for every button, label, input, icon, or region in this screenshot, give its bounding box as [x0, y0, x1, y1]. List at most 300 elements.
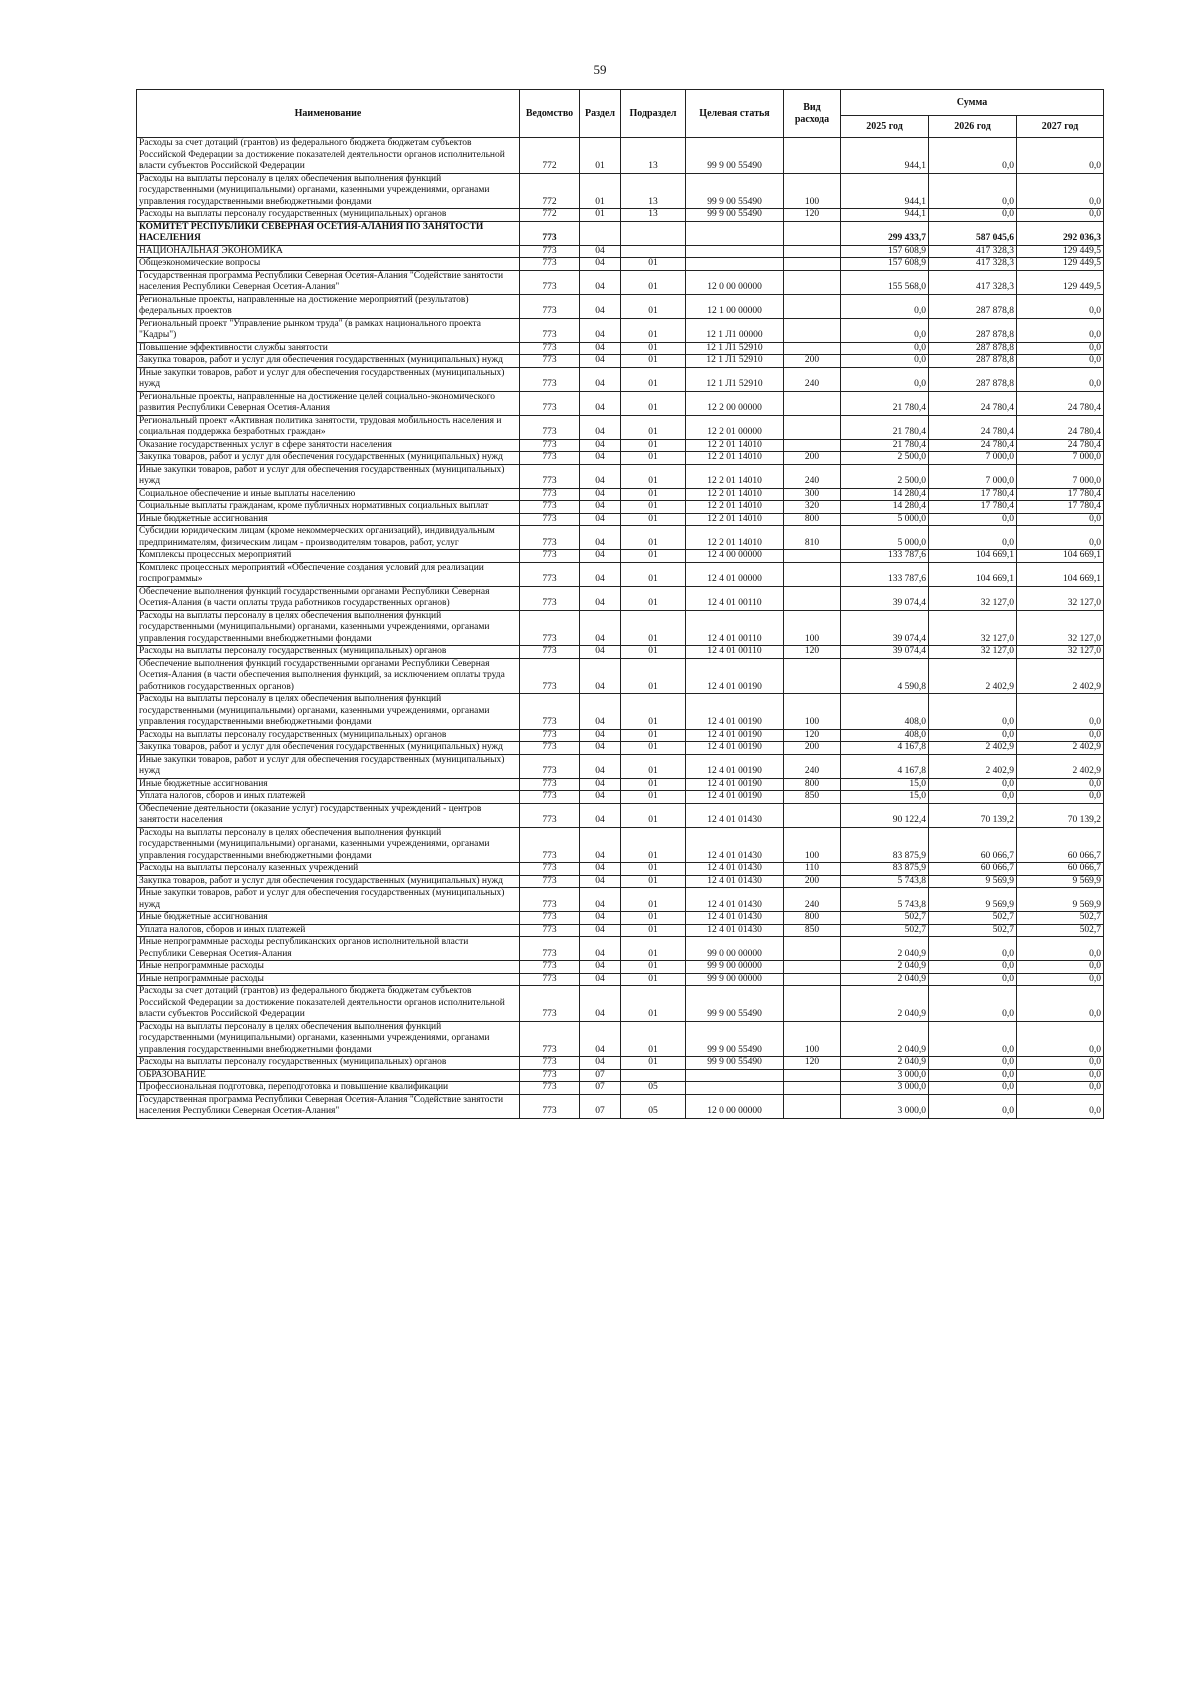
cell-expense-type: 240: [784, 464, 841, 488]
cell-name: Закупка товаров, работ и услуг для обеспечения государственных (муниципальных) нужд: [137, 355, 520, 368]
cell-target-article: 99 9 00 00000: [686, 961, 784, 974]
cell-razdel: 04: [580, 488, 621, 501]
cell-sum-2027: 32 127,0: [1017, 646, 1104, 659]
cell-name: Обеспечение выполнения функций государственными органами Республики Северная Осетия-Алания (в части обеспечения выполнения функций, за исключением оплаты труда работников государственных органов): [137, 658, 520, 694]
cell-sum-2025: 5 743,8: [841, 875, 929, 888]
cell-vedomstvo: 773: [520, 391, 580, 415]
table-row: [137, 875, 1104, 888]
cell-target-article: 12 1 Л1 52910: [686, 342, 784, 355]
cell-razdel: 04: [580, 391, 621, 415]
cell-expense-type: 300: [784, 488, 841, 501]
cell-sum-2025: 133 787,6: [841, 550, 929, 563]
cell-podrazdel: 01: [621, 318, 686, 342]
cell-sum-2025: 3 000,0: [841, 1082, 929, 1095]
cell-podrazdel: 13: [621, 173, 686, 209]
cell-expense-type: 800: [784, 513, 841, 526]
cell-target-article: 12 4 01 01430: [686, 888, 784, 912]
cell-sum-2026: 0,0: [929, 513, 1017, 526]
cell-sum-2025: 21 780,4: [841, 391, 929, 415]
cell-sum-2027: 70 139,2: [1017, 803, 1104, 827]
cell-sum-2027: 0,0: [1017, 318, 1104, 342]
table-row: [137, 367, 1104, 391]
cell-sum-2027: 0,0: [1017, 173, 1104, 209]
cell-name: Иные бюджетные ассигнования: [137, 778, 520, 791]
cell-razdel: 04: [580, 973, 621, 986]
cell-sum-2026: 0,0: [929, 1057, 1017, 1070]
cell-razdel: [580, 221, 621, 245]
cell-vedomstvo: 773: [520, 791, 580, 804]
cell-sum-2026: 104 669,1: [929, 550, 1017, 563]
cell-sum-2026: 287 878,8: [929, 342, 1017, 355]
cell-vedomstvo: 773: [520, 1082, 580, 1095]
cell-sum-2027: 0,0: [1017, 937, 1104, 961]
cell-sum-2025: 21 780,4: [841, 415, 929, 439]
table-row: [137, 658, 1104, 694]
cell-vedomstvo: 773: [520, 464, 580, 488]
cell-sum-2027: 9 569,9: [1017, 875, 1104, 888]
cell-sum-2027: 24 780,4: [1017, 391, 1104, 415]
cell-sum-2027: 2 402,9: [1017, 742, 1104, 755]
cell-name: Иные бюджетные ассигнования: [137, 912, 520, 925]
table-row: [137, 742, 1104, 755]
cell-sum-2027: 7 000,0: [1017, 452, 1104, 465]
cell-sum-2025: 2 500,0: [841, 464, 929, 488]
cell-expense-type: 800: [784, 778, 841, 791]
cell-name: Региональный проект "Управление рынком труда" (в рамках национального проекта "Кадры"): [137, 318, 520, 342]
cell-podrazdel: 01: [621, 342, 686, 355]
header-year-2026: 2026 год: [929, 116, 1017, 138]
cell-target-article: 12 1 Л1 52910: [686, 355, 784, 368]
cell-name: Расходы на выплаты персоналу государственных (муниципальных) органов: [137, 1057, 520, 1070]
cell-sum-2026: 502,7: [929, 912, 1017, 925]
cell-razdel: 07: [580, 1082, 621, 1095]
cell-target-article: 12 4 01 00110: [686, 586, 784, 610]
table-row: [137, 318, 1104, 342]
header-expense-type: Вид расхода: [784, 90, 841, 138]
cell-target-article: 12 2 01 14010: [686, 513, 784, 526]
cell-sum-2027: 0,0: [1017, 138, 1104, 174]
cell-sum-2026: 9 569,9: [929, 888, 1017, 912]
cell-name: Обеспечение выполнения функций государственными органами Республики Северная Осетия-Алания (в части оплаты труда работников государственных органов): [137, 586, 520, 610]
cell-razdel: 04: [580, 501, 621, 514]
cell-name: Обеспечение деятельности (оказание услуг) государственных учреждений - центров занятости населения: [137, 803, 520, 827]
cell-razdel: 04: [580, 294, 621, 318]
cell-sum-2025: 502,7: [841, 924, 929, 937]
cell-sum-2025: 408,0: [841, 694, 929, 730]
cell-name: Иные непрограммные расходы республиканских органов исполнительной власти Республики Северная Осетия-Алания: [137, 937, 520, 961]
cell-sum-2025: 944,1: [841, 209, 929, 222]
cell-name: ОБРАЗОВАНИЕ: [137, 1069, 520, 1082]
cell-expense-type: 200: [784, 875, 841, 888]
cell-razdel: 04: [580, 452, 621, 465]
cell-name: Комплексы процессных мероприятий: [137, 550, 520, 563]
cell-vedomstvo: 773: [520, 439, 580, 452]
cell-name: Иные бюджетные ассигнования: [137, 513, 520, 526]
cell-sum-2026: 287 878,8: [929, 355, 1017, 368]
cell-razdel: 04: [580, 415, 621, 439]
cell-razdel: 07: [580, 1094, 621, 1118]
cell-vedomstvo: 773: [520, 986, 580, 1022]
cell-sum-2025: 944,1: [841, 173, 929, 209]
cell-podrazdel: 01: [621, 742, 686, 755]
cell-vedomstvo: 773: [520, 526, 580, 550]
table-row: [137, 754, 1104, 778]
table-row: [137, 1082, 1104, 1095]
table-row: [137, 586, 1104, 610]
cell-razdel: 04: [580, 439, 621, 452]
cell-sum-2025: 39 074,4: [841, 610, 929, 646]
cell-target-article: [686, 1069, 784, 1082]
cell-expense-type: 120: [784, 209, 841, 222]
cell-vedomstvo: 773: [520, 754, 580, 778]
cell-sum-2027: 0,0: [1017, 986, 1104, 1022]
cell-sum-2027: 0,0: [1017, 694, 1104, 730]
cell-podrazdel: 01: [621, 803, 686, 827]
cell-podrazdel: [621, 221, 686, 245]
cell-sum-2025: 5 743,8: [841, 888, 929, 912]
cell-razdel: 04: [580, 245, 621, 258]
cell-sum-2026: 24 780,4: [929, 415, 1017, 439]
cell-sum-2025: 2 500,0: [841, 452, 929, 465]
cell-name: Расходы на выплаты персоналу государственных (муниципальных) органов: [137, 209, 520, 222]
cell-target-article: 99 9 00 55490: [686, 138, 784, 174]
cell-sum-2026: 7 000,0: [929, 464, 1017, 488]
cell-vedomstvo: 773: [520, 694, 580, 730]
cell-razdel: 01: [580, 138, 621, 174]
cell-sum-2027: 17 780,4: [1017, 488, 1104, 501]
cell-podrazdel: 01: [621, 658, 686, 694]
table-row: [137, 513, 1104, 526]
cell-expense-type: [784, 586, 841, 610]
cell-sum-2025: 4 167,8: [841, 742, 929, 755]
cell-sum-2025: 157 608,9: [841, 245, 929, 258]
cell-podrazdel: 01: [621, 973, 686, 986]
cell-name: Иные закупки товаров, работ и услуг для обеспечения государственных (муниципальных) нужд: [137, 888, 520, 912]
cell-podrazdel: 01: [621, 488, 686, 501]
cell-name: Расходы на выплаты персоналу в целях обеспечения выполнения функций государственными (муниципальными) органами, казенными учреждениями, органами управления государственными внебюджетными фондами: [137, 827, 520, 863]
cell-expense-type: [784, 1094, 841, 1118]
cell-sum-2027: 0,0: [1017, 294, 1104, 318]
cell-name: Оказание государственных услуг в сфере занятости населения: [137, 439, 520, 452]
table-row: [137, 888, 1104, 912]
cell-sum-2027: 0,0: [1017, 973, 1104, 986]
table-row: [137, 245, 1104, 258]
cell-sum-2027: 0,0: [1017, 778, 1104, 791]
cell-vedomstvo: 773: [520, 646, 580, 659]
cell-podrazdel: 01: [621, 937, 686, 961]
budget-table: [136, 89, 1104, 1119]
cell-sum-2026: 587 045,6: [929, 221, 1017, 245]
cell-vedomstvo: 773: [520, 1094, 580, 1118]
cell-razdel: 04: [580, 355, 621, 368]
cell-razdel: 04: [580, 937, 621, 961]
cell-target-article: 12 4 01 01430: [686, 803, 784, 827]
cell-expense-type: [784, 986, 841, 1022]
cell-sum-2025: 39 074,4: [841, 646, 929, 659]
cell-expense-type: 100: [784, 173, 841, 209]
table-row: [137, 355, 1104, 368]
cell-podrazdel: 01: [621, 888, 686, 912]
cell-sum-2026: 0,0: [929, 778, 1017, 791]
cell-expense-type: 320: [784, 501, 841, 514]
cell-sum-2026: 0,0: [929, 138, 1017, 174]
cell-sum-2027: 17 780,4: [1017, 501, 1104, 514]
cell-expense-type: 100: [784, 610, 841, 646]
table-row: [137, 391, 1104, 415]
cell-razdel: 04: [580, 803, 621, 827]
cell-expense-type: [784, 550, 841, 563]
cell-vedomstvo: 773: [520, 513, 580, 526]
cell-podrazdel: [621, 1069, 686, 1082]
table-row: [137, 173, 1104, 209]
table-row: [137, 221, 1104, 245]
cell-sum-2025: 155 568,0: [841, 270, 929, 294]
cell-sum-2027: 32 127,0: [1017, 586, 1104, 610]
cell-expense-type: [784, 245, 841, 258]
cell-razdel: 04: [580, 367, 621, 391]
cell-vedomstvo: 773: [520, 937, 580, 961]
cell-podrazdel: 01: [621, 754, 686, 778]
cell-podrazdel: 01: [621, 562, 686, 586]
cell-podrazdel: 01: [621, 391, 686, 415]
cell-sum-2026: 287 878,8: [929, 367, 1017, 391]
table-row: [137, 973, 1104, 986]
cell-sum-2027: 0,0: [1017, 1094, 1104, 1118]
cell-razdel: 04: [580, 586, 621, 610]
cell-razdel: 04: [580, 863, 621, 876]
cell-sum-2026: 2 402,9: [929, 754, 1017, 778]
cell-sum-2026: 0,0: [929, 1021, 1017, 1057]
cell-target-article: 12 2 01 14010: [686, 452, 784, 465]
cell-podrazdel: 13: [621, 209, 686, 222]
cell-sum-2027: 0,0: [1017, 526, 1104, 550]
cell-sum-2027: 0,0: [1017, 355, 1104, 368]
cell-expense-type: 100: [784, 827, 841, 863]
cell-name: Расходы на выплаты персоналу казенных учреждений: [137, 863, 520, 876]
cell-sum-2025: 3 000,0: [841, 1094, 929, 1118]
cell-razdel: 04: [580, 270, 621, 294]
cell-sum-2026: 0,0: [929, 209, 1017, 222]
cell-sum-2025: 21 780,4: [841, 439, 929, 452]
cell-name: Закупка товаров, работ и услуг для обеспечения государственных (муниципальных) нужд: [137, 452, 520, 465]
cell-sum-2025: 15,0: [841, 791, 929, 804]
cell-expense-type: 110: [784, 863, 841, 876]
cell-sum-2025: 0,0: [841, 355, 929, 368]
cell-podrazdel: 01: [621, 550, 686, 563]
table-body: [137, 138, 1104, 1119]
header-razdel: Раздел: [580, 90, 621, 138]
cell-razdel: 04: [580, 318, 621, 342]
cell-sum-2027: 60 066,7: [1017, 863, 1104, 876]
cell-vedomstvo: 773: [520, 863, 580, 876]
cell-podrazdel: 05: [621, 1094, 686, 1118]
cell-expense-type: [784, 318, 841, 342]
cell-target-article: 12 4 01 00190: [686, 778, 784, 791]
cell-target-article: 12 4 01 01430: [686, 924, 784, 937]
cell-target-article: 12 4 01 01430: [686, 863, 784, 876]
cell-target-article: 12 2 01 14010: [686, 526, 784, 550]
cell-expense-type: 800: [784, 912, 841, 925]
cell-expense-type: [784, 1082, 841, 1095]
cell-vedomstvo: 773: [520, 924, 580, 937]
cell-target-article: 12 4 01 00110: [686, 610, 784, 646]
cell-expense-type: [784, 658, 841, 694]
cell-vedomstvo: 773: [520, 586, 580, 610]
cell-sum-2026: 0,0: [929, 1094, 1017, 1118]
cell-sum-2025: 2 040,9: [841, 961, 929, 974]
cell-expense-type: [784, 562, 841, 586]
cell-sum-2026: 502,7: [929, 924, 1017, 937]
cell-sum-2026: 417 328,3: [929, 245, 1017, 258]
cell-target-article: 99 9 00 55490: [686, 1057, 784, 1070]
cell-sum-2027: 0,0: [1017, 729, 1104, 742]
cell-name: Расходы за счет дотаций (грантов) из федерального бюджета бюджетам субъектов Российской Федерации за достижение показателей деятельности органов исполнительной власти субъектов Российской Федерации: [137, 138, 520, 174]
table-row: [137, 986, 1104, 1022]
cell-podrazdel: 01: [621, 258, 686, 271]
cell-vedomstvo: 772: [520, 209, 580, 222]
cell-name: Государственная программа Республики Северная Осетия-Алания "Содействие занятости населения Республики Северная Осетия-Алания": [137, 270, 520, 294]
cell-sum-2026: 2 402,9: [929, 658, 1017, 694]
cell-target-article: 12 4 01 01430: [686, 827, 784, 863]
cell-podrazdel: 01: [621, 526, 686, 550]
cell-vedomstvo: 773: [520, 488, 580, 501]
cell-sum-2025: 408,0: [841, 729, 929, 742]
cell-podrazdel: 01: [621, 586, 686, 610]
cell-razdel: 04: [580, 464, 621, 488]
table-row: [137, 415, 1104, 439]
cell-razdel: 07: [580, 1069, 621, 1082]
cell-name: Субсидии юридическим лицам (кроме некоммерческих организаций), индивидуальным предпринимателям, физическим лицам - производителям товаров, работ, услуг: [137, 526, 520, 550]
table-row: [137, 270, 1104, 294]
cell-target-article: 12 1 00 00000: [686, 294, 784, 318]
cell-target-article: [686, 221, 784, 245]
cell-sum-2026: 0,0: [929, 1069, 1017, 1082]
cell-razdel: 04: [580, 729, 621, 742]
cell-vedomstvo: 773: [520, 342, 580, 355]
cell-sum-2026: 0,0: [929, 729, 1017, 742]
cell-target-article: 12 0 00 00000: [686, 270, 784, 294]
cell-expense-type: [784, 961, 841, 974]
cell-expense-type: [784, 803, 841, 827]
cell-expense-type: [784, 973, 841, 986]
table-row: [137, 1021, 1104, 1057]
cell-name: Социальные выплаты гражданам, кроме публичных нормативных социальных выплат: [137, 501, 520, 514]
table-row: [137, 610, 1104, 646]
cell-expense-type: 850: [784, 791, 841, 804]
cell-sum-2025: 39 074,4: [841, 586, 929, 610]
cell-vedomstvo: 773: [520, 729, 580, 742]
cell-name: Региональные проекты, направленные на достижение целей социально-экономического развития Республики Северная Осетия-Алания: [137, 391, 520, 415]
cell-razdel: 04: [580, 791, 621, 804]
cell-name: Повышение эффективности службы занятости: [137, 342, 520, 355]
cell-sum-2026: 0,0: [929, 694, 1017, 730]
cell-sum-2026: 60 066,7: [929, 827, 1017, 863]
table-row: [137, 924, 1104, 937]
cell-name: Государственная программа Республики Северная Осетия-Алания "Содействие занятости населения Республики Северная Осетия-Алания": [137, 1094, 520, 1118]
cell-expense-type: [784, 221, 841, 245]
cell-name: Иные закупки товаров, работ и услуг для обеспечения государственных (муниципальных) нужд: [137, 367, 520, 391]
cell-sum-2027: 0,0: [1017, 1082, 1104, 1095]
cell-razdel: 04: [580, 961, 621, 974]
cell-sum-2026: 0,0: [929, 937, 1017, 961]
cell-vedomstvo: 772: [520, 138, 580, 174]
cell-target-article: 99 9 00 55490: [686, 209, 784, 222]
cell-sum-2025: 944,1: [841, 138, 929, 174]
cell-name: Комплекс процессных мероприятий «Обеспечение создания условий для реализации госпрограммы»: [137, 562, 520, 586]
cell-sum-2026: 9 569,9: [929, 875, 1017, 888]
cell-razdel: 04: [580, 778, 621, 791]
cell-expense-type: [784, 391, 841, 415]
cell-vedomstvo: 773: [520, 318, 580, 342]
cell-sum-2027: 60 066,7: [1017, 827, 1104, 863]
cell-target-article: 99 9 00 55490: [686, 173, 784, 209]
cell-sum-2026: 24 780,4: [929, 439, 1017, 452]
cell-sum-2025: 2 040,9: [841, 973, 929, 986]
table-row: [137, 729, 1104, 742]
cell-sum-2027: 0,0: [1017, 1057, 1104, 1070]
cell-target-article: [686, 1082, 784, 1095]
cell-name: Уплата налогов, сборов и иных платежей: [137, 924, 520, 937]
cell-vedomstvo: 773: [520, 245, 580, 258]
cell-expense-type: 120: [784, 1057, 841, 1070]
table-row: [137, 209, 1104, 222]
cell-sum-2026: 70 139,2: [929, 803, 1017, 827]
header-year-2025: 2025 год: [841, 116, 929, 138]
cell-vedomstvo: 773: [520, 658, 580, 694]
cell-sum-2026: 7 000,0: [929, 452, 1017, 465]
cell-target-article: 12 1 Л1 52910: [686, 367, 784, 391]
cell-name: Иные закупки товаров, работ и услуг для обеспечения государственных (муниципальных) нужд: [137, 754, 520, 778]
cell-podrazdel: 01: [621, 501, 686, 514]
table-row: [137, 803, 1104, 827]
cell-expense-type: [784, 342, 841, 355]
cell-target-article: 12 4 00 00000: [686, 550, 784, 563]
cell-sum-2027: 0,0: [1017, 209, 1104, 222]
header-target-article: Целевая статья: [686, 90, 784, 138]
cell-podrazdel: 01: [621, 367, 686, 391]
cell-target-article: 12 2 01 14010: [686, 439, 784, 452]
cell-sum-2025: 3 000,0: [841, 1069, 929, 1082]
cell-sum-2026: 287 878,8: [929, 294, 1017, 318]
table-row: [137, 452, 1104, 465]
cell-sum-2027: 0,0: [1017, 791, 1104, 804]
cell-target-article: 12 2 01 00000: [686, 415, 784, 439]
table-row: [137, 464, 1104, 488]
cell-target-article: 12 4 01 00190: [686, 729, 784, 742]
table-row: [137, 937, 1104, 961]
cell-sum-2027: 502,7: [1017, 912, 1104, 925]
cell-expense-type: 120: [784, 646, 841, 659]
cell-sum-2026: 287 878,8: [929, 318, 1017, 342]
cell-podrazdel: 01: [621, 270, 686, 294]
cell-target-article: [686, 245, 784, 258]
cell-vedomstvo: 773: [520, 973, 580, 986]
table-row: [137, 562, 1104, 586]
cell-vedomstvo: 773: [520, 1069, 580, 1082]
cell-podrazdel: 01: [621, 610, 686, 646]
cell-name: Иные непрограммные расходы: [137, 973, 520, 986]
page-number: 59: [593, 62, 607, 77]
cell-razdel: 04: [580, 742, 621, 755]
cell-expense-type: 120: [784, 729, 841, 742]
cell-podrazdel: 01: [621, 1057, 686, 1070]
cell-sum-2027: 9 569,9: [1017, 888, 1104, 912]
cell-name: Расходы на выплаты персоналу в целях обеспечения выполнения функций государственными (муниципальными) органами, казенными учреждениями, органами управления государственными внебюджетными фондами: [137, 694, 520, 730]
cell-sum-2025: 0,0: [841, 342, 929, 355]
cell-sum-2026: 17 780,4: [929, 501, 1017, 514]
cell-razdel: 04: [580, 912, 621, 925]
cell-vedomstvo: 773: [520, 803, 580, 827]
